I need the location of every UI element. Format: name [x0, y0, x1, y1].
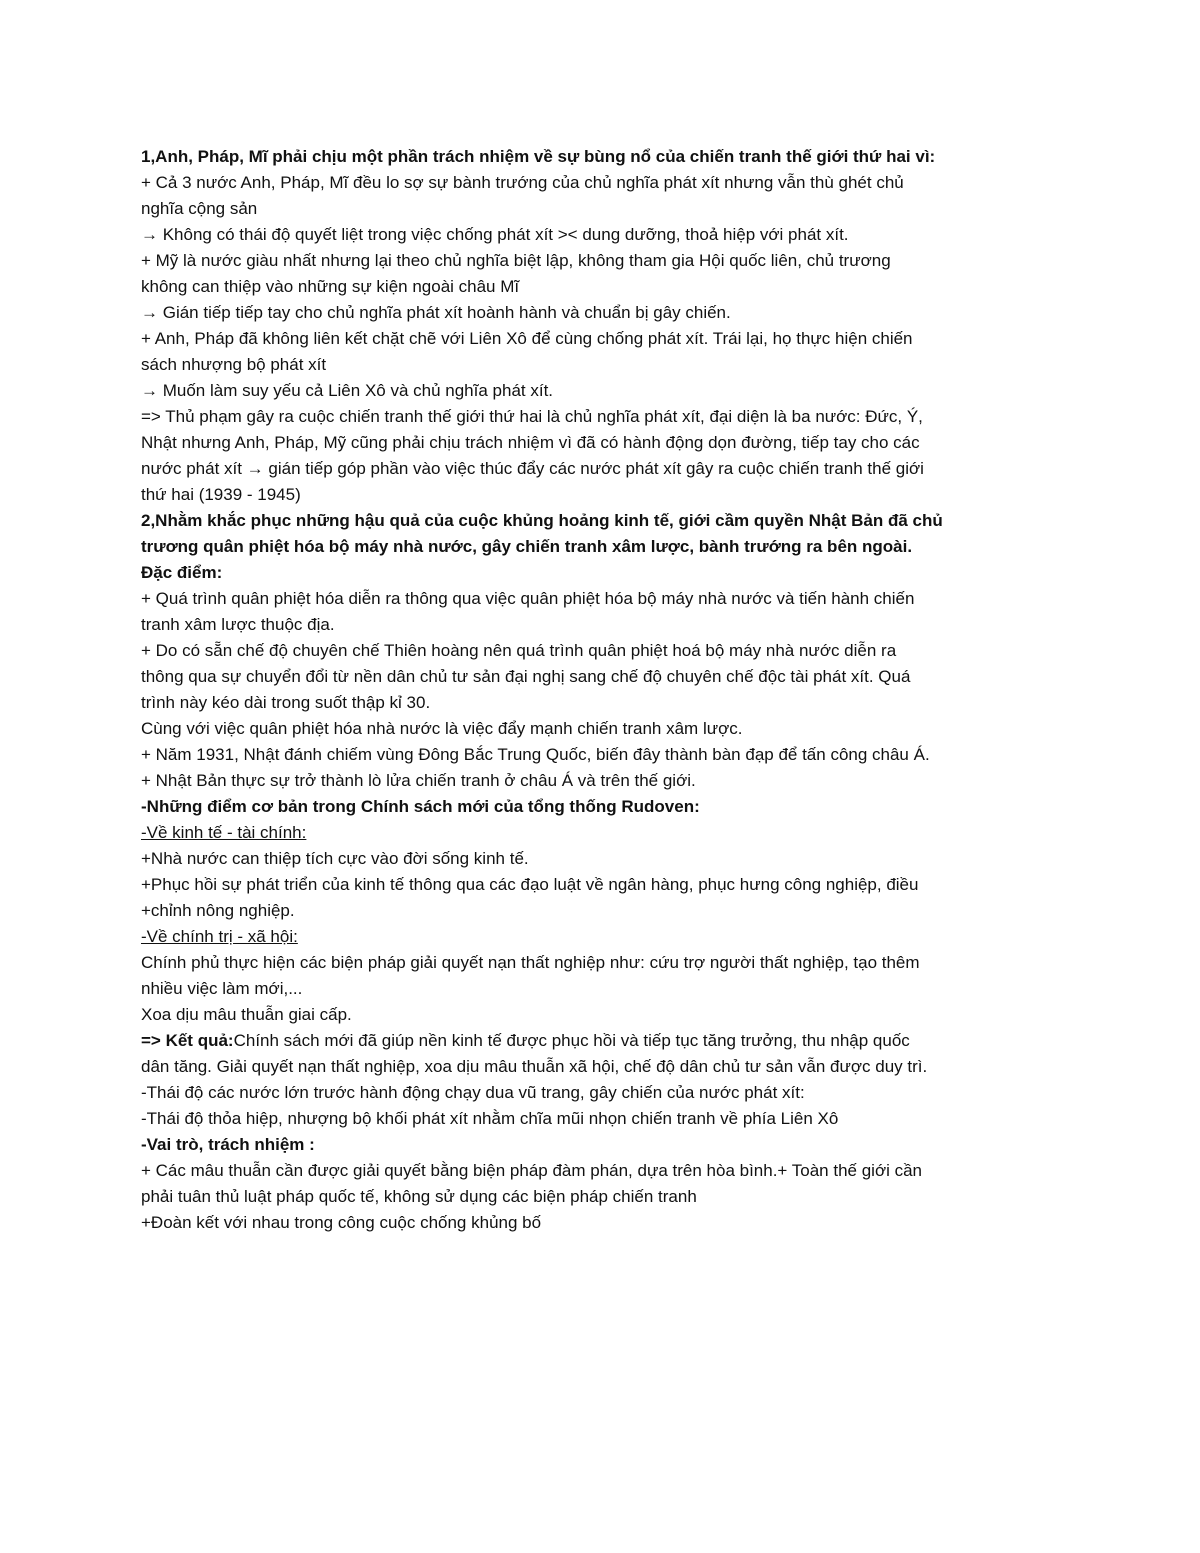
- line-text: Xoa dịu mâu thuẫn giai cấp.: [141, 1005, 352, 1024]
- text-line: [141, 560, 1061, 586]
- text-line: [141, 1002, 1061, 1028]
- line-text: + Các mâu thuẫn cần được giải quyết bằng biện pháp đàm phán, dựa trên hòa bình.+ Toàn thế giới cần: [141, 1161, 923, 1180]
- text-line: [141, 1080, 1061, 1106]
- line-text: + Nhật Bản thực sự trở thành lò lửa chiến tranh ở châu Á và trên thế giới.: [141, 771, 696, 790]
- result-label: => Kết quả:: [141, 1031, 234, 1050]
- text-line: [141, 482, 1061, 508]
- text-line: [141, 1184, 1061, 1210]
- text-line: [141, 170, 1061, 196]
- text-line: [141, 404, 1061, 430]
- line-text: tranh xâm lược thuộc địa.: [141, 615, 335, 634]
- line-text: => Thủ phạm gây ra cuộc chiến tranh thế giới thứ hai là chủ nghĩa phát xít, đại diện là ba nước: Đức, Ý,: [141, 407, 923, 426]
- line-text: → Muốn làm suy yếu cả Liên Xô và chủ nghĩa phát xít.: [141, 381, 554, 400]
- line-text: -Về chính trị - xã hội:: [141, 927, 298, 946]
- text-line: [141, 924, 1061, 950]
- text-line: [141, 664, 1061, 690]
- line-text: nghĩa cộng sản: [141, 199, 258, 218]
- text-line: [141, 1132, 1061, 1158]
- line-text: Chính sách mới đã giúp nền kinh tế được phục hồi và tiếp tục tăng trưởng, thu nhập quốc: [233, 1031, 910, 1050]
- line-text: thông qua sự chuyển đổi từ nền dân chủ tư sản đại nghị sang chế độ chuyên chế độc tài phát xít. Quá: [141, 667, 911, 686]
- line-text: + Năm 1931, Nhật đánh chiếm vùng Đông Bắc Trung Quốc, biến đây thành bàn đạp để tấn công châu Á.: [141, 745, 930, 764]
- text-line: [141, 352, 1061, 378]
- text-line: [141, 508, 1061, 534]
- line-text: + Quá trình quân phiệt hóa diễn ra thông qua việc quân phiệt hóa bộ máy nhà nước và tiến hành chiến: [141, 589, 915, 608]
- text-line: [141, 742, 1061, 768]
- line-text: Chính phủ thực hiện các biện pháp giải quyết nạn thất nghiệp như: cứu trợ người thất nghiệp, tạo thêm: [141, 953, 920, 972]
- line-text: + Anh, Pháp đã không liên kết chặt chẽ với Liên Xô để cùng chống phát xít. Trái lại, họ thực hiện chiến: [141, 329, 913, 348]
- line-text: 1,Anh, Pháp, Mĩ phải chịu một phần trách nhiệm về sự bùng nổ của chiến tranh thế giới thứ hai vì:: [141, 147, 936, 166]
- line-text: nhiều việc làm mới,...: [141, 979, 303, 998]
- text-line: [141, 846, 1061, 872]
- line-text: +chỉnh nông nghiệp.: [141, 901, 295, 920]
- line-text: trương quân phiệt hóa bộ máy nhà nước, gây chiến tranh xâm lược, bành trướng ra bên ngoài.: [141, 537, 913, 556]
- line-text: nước phát xít → gián tiếp góp phần vào việc thúc đẩy các nước phát xít gây ra cuộc chiến tranh thế giới: [141, 459, 924, 478]
- line-text: -Về kinh tế - tài chính:: [141, 823, 307, 842]
- line-text: → Không có thái độ quyết liệt trong việc chống phát xít >< dung dưỡng, thoả hiệp với phát xít.: [141, 225, 849, 244]
- line-text: → Gián tiếp tiếp tay cho chủ nghĩa phát xít hoành hành và chuẩn bị gây chiến.: [141, 303, 731, 322]
- text-line: [141, 1028, 1061, 1054]
- text-line: [141, 950, 1061, 976]
- line-text: phải tuân thủ luật pháp quốc tế, không sử dụng các biện pháp chiến tranh: [141, 1187, 697, 1206]
- line-text: +Phục hồi sự phát triển của kinh tế thông qua các đạo luật về ngân hàng, phục hưng công nghiệp, điều: [141, 875, 919, 894]
- text-line: [141, 716, 1061, 742]
- text-line: [141, 274, 1061, 300]
- text-line: [141, 794, 1061, 820]
- text-line: [141, 1106, 1061, 1132]
- line-text: Nhật nhưng Anh, Pháp, Mỹ cũng phải chịu trách nhiệm vì đã có hành động dọn đường, tiếp tay cho các: [141, 433, 920, 452]
- line-text: -Vai trò, trách nhiệm :: [141, 1135, 315, 1154]
- line-text: -Thái độ thỏa hiệp, nhượng bộ khối phát xít nhằm chĩa mũi nhọn chiến tranh về phía Liên Xô: [141, 1109, 839, 1128]
- text-line: [141, 820, 1061, 846]
- text-line: [141, 898, 1061, 924]
- line-text: thứ hai (1939 - 1945): [141, 485, 301, 504]
- line-text: -Những điểm cơ bản trong Chính sách mới của tổng thống Rudoven:: [141, 797, 700, 816]
- line-text: dân tăng. Giải quyết nạn thất nghiệp, xoa dịu mâu thuẫn xã hội, chế độ dân chủ tư sản vẫn được duy trì.: [141, 1057, 928, 1076]
- text-line: [141, 1054, 1061, 1080]
- line-text: trình này kéo dài trong suốt thập kỉ 30.: [141, 693, 431, 712]
- text-line: [141, 222, 1061, 248]
- text-line: [141, 326, 1061, 352]
- line-text: Cùng với việc quân phiệt hóa nhà nước là việc đẩy mạnh chiến tranh xâm lược.: [141, 719, 743, 738]
- line-text: 2,Nhằm khắc phục những hậu quả của cuộc khủng hoảng kinh tế, giới cầm quyền Nhật Bản đã chủ: [141, 511, 943, 530]
- line-text: +Nhà nước can thiệp tích cực vào đời sống kinh tế.: [141, 849, 529, 868]
- line-text: + Do có sẵn chế độ chuyên chế Thiên hoàng nên quá trình quân phiệt hoá bộ máy nhà nước diễn ra: [141, 641, 897, 660]
- text-line: [141, 1210, 1061, 1236]
- line-text: +Đoàn kết với nhau trong công cuộc chống khủng bố: [141, 1213, 542, 1232]
- text-line: [141, 586, 1061, 612]
- text-line: [141, 690, 1061, 716]
- line-text: Đặc điểm:: [141, 563, 223, 582]
- text-line: [141, 976, 1061, 1002]
- text-line: [141, 872, 1061, 898]
- text-line: [141, 534, 1061, 560]
- text-line: [141, 768, 1061, 794]
- line-text: + Cả 3 nước Anh, Pháp, Mĩ đều lo sợ sự bành trướng của chủ nghĩa phát xít nhưng vẫn thù ghét chủ: [141, 173, 904, 192]
- text-line: [141, 638, 1061, 664]
- text-line: [141, 144, 1061, 170]
- text-line: [141, 1158, 1061, 1184]
- line-text: -Thái độ các nước lớn trước hành động chạy dua vũ trang, gây chiến của nước phát xít:: [141, 1083, 805, 1102]
- text-line: [141, 196, 1061, 222]
- text-line: [141, 430, 1061, 456]
- text-line: [141, 300, 1061, 326]
- text-line: [141, 612, 1061, 638]
- document-body: [141, 144, 1061, 1236]
- line-text: + Mỹ là nước giàu nhất nhưng lại theo chủ nghĩa biệt lập, không tham gia Hội quốc liên, chủ trương: [141, 251, 891, 270]
- line-text: sách nhượng bộ phát xít: [141, 355, 327, 374]
- text-line: [141, 378, 1061, 404]
- text-line: [141, 456, 1061, 482]
- line-text: không can thiệp vào những sự kiện ngoài châu Mĩ: [141, 277, 520, 296]
- text-line: [141, 248, 1061, 274]
